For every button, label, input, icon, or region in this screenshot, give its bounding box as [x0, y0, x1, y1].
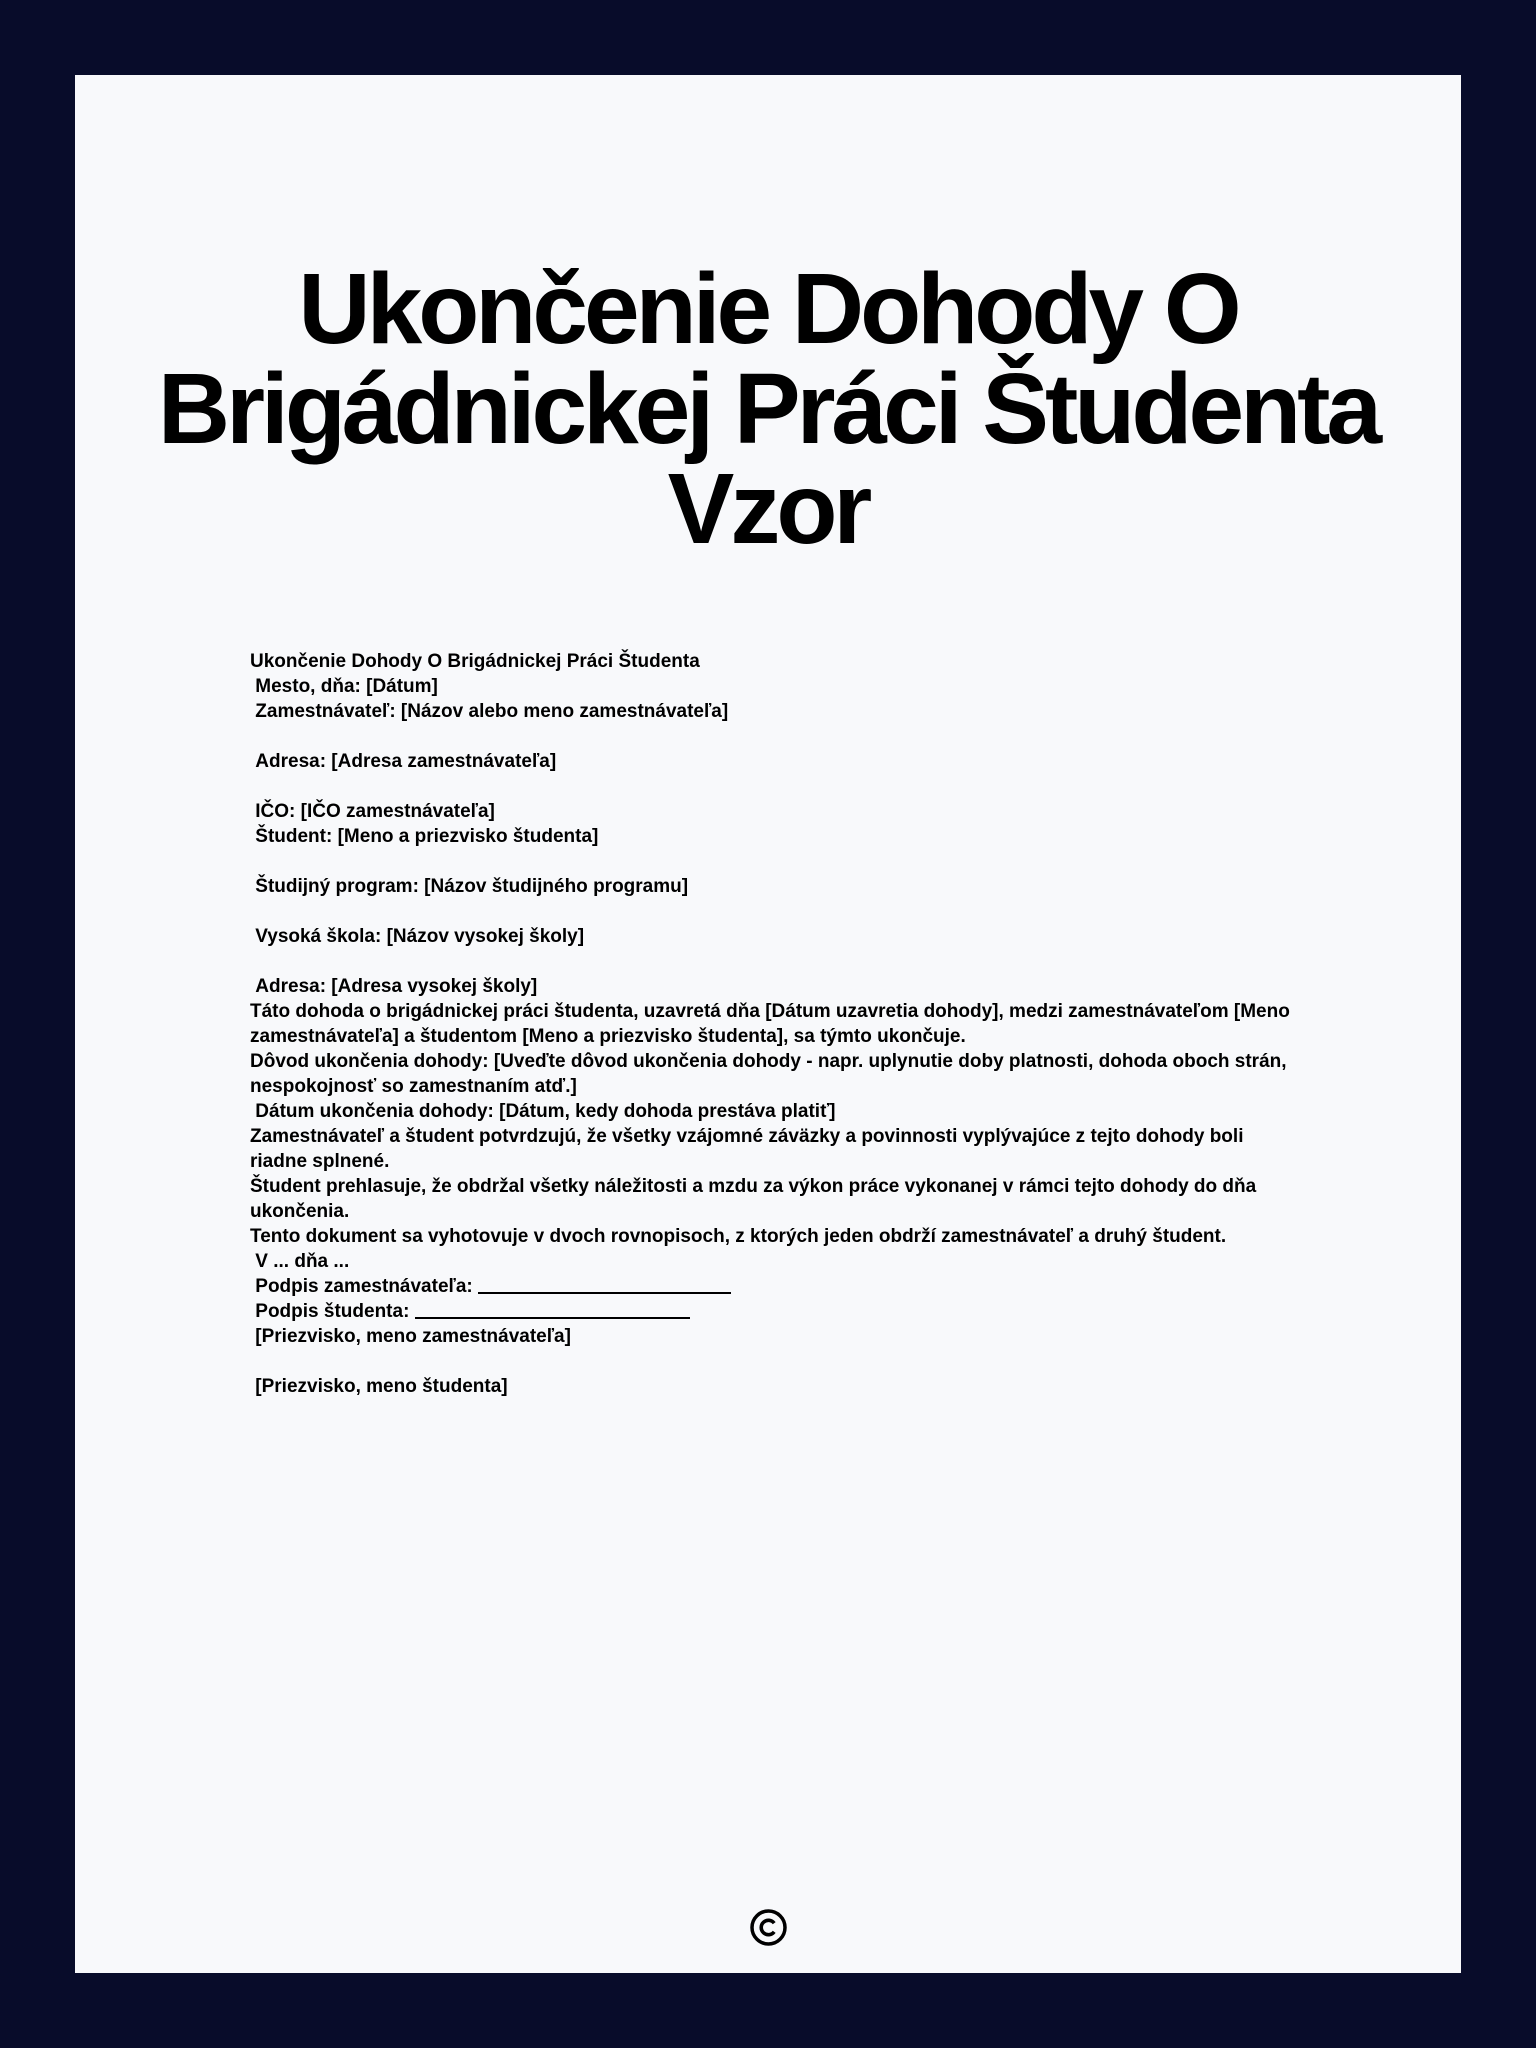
- employer-line: Zamestnávateľ: [Názov alebo meno zamestnávateľa]: [250, 701, 729, 722]
- blank-line: [250, 899, 1295, 924]
- blank-line: [250, 1349, 1295, 1374]
- employer-ico-line: IČO: [IČO zamestnávateľa]: [250, 801, 495, 822]
- copyright-icon: [750, 1909, 787, 1946]
- student-line: Študent: [Meno a priezvisko študenta]: [250, 826, 599, 847]
- student-signature-label: Podpis študenta:: [250, 1301, 415, 1322]
- student-name-line: [Priezvisko, meno študenta]: [250, 1376, 508, 1397]
- termination-date-line: Dátum ukončenia dohody: [Dátum, kedy dohoda prestáva platiť]: [250, 1101, 836, 1122]
- copies-paragraph: Tento dokument sa vyhotovuje v dvoch rovnopisoch, z ktorých jeden obdrží zamestnávateľ a druhý študent.: [250, 1226, 1227, 1247]
- university-address-line: Adresa: [Adresa vysokej školy]: [250, 976, 538, 997]
- reason-paragraph: Dôvod ukončenia dohody: [Uveďte dôvod ukončenia dohody - napr. uplynutie doby platnosti, dohoda oboch strán, nespokojnosť so zamestnaním atď.]: [250, 1051, 1292, 1097]
- employer-name-line: [Priezvisko, meno zamestnávateľa]: [250, 1326, 571, 1347]
- wages-paragraph: Študent prehlasuje, že obdržal všetky náležitosti a mzdu za výkon práce vykonanej v rámci tejto dohody do dňa ukončenia.: [250, 1176, 1262, 1222]
- employer-signature-line: [478, 1292, 731, 1294]
- place-date-line: Mesto, dňa: [Dátum]: [250, 676, 438, 697]
- study-program-line: Študijný program: [Názov študijného programu]: [250, 876, 689, 897]
- title-line-2: Brigádnickej Práci Študenta: [157, 353, 1379, 465]
- document-body: [250, 649, 1295, 1399]
- signing-place-line: V ... dňa ...: [250, 1251, 350, 1272]
- employer-signature-row: [250, 1274, 1295, 1299]
- university-line: Vysoká škola: [Názov vysokej školy]: [250, 926, 585, 947]
- agreement-paragraph: Táto dohoda o brigádnickej práci študenta, uzavretá dňa [Dátum uzavretia dohody], medzi zamestnávateľom [Meno zamestnávateľa] a študentom [Meno a priezvisko študenta], sa týmto ukončuje.: [250, 1001, 1296, 1047]
- title-line-1: Ukončenie Dohody O: [298, 253, 1238, 365]
- student-signature-line: [415, 1317, 690, 1319]
- document-title: [75, 253, 1461, 565]
- employer-address-line: Adresa: [Adresa zamestnávateľa]: [250, 751, 557, 772]
- student-signature-row: [250, 1299, 1295, 1324]
- body-heading: Ukončenie Dohody O Brigádnickej Práci Študenta: [250, 651, 700, 672]
- obligations-paragraph: Zamestnávateľ a študent potvrdzujú, že všetky vzájomné záväzky a povinnosti vyplývajúce z tejto dohody boli riadne splnené.: [250, 1126, 1249, 1172]
- document-page: [75, 75, 1461, 1973]
- blank-line: [250, 774, 1295, 799]
- title-line-3: Vzor: [667, 453, 869, 565]
- blank-line: [250, 949, 1295, 974]
- blank-line: [250, 724, 1295, 749]
- blank-line: [250, 849, 1295, 874]
- employer-signature-label: Podpis zamestnávateľa:: [250, 1276, 479, 1297]
